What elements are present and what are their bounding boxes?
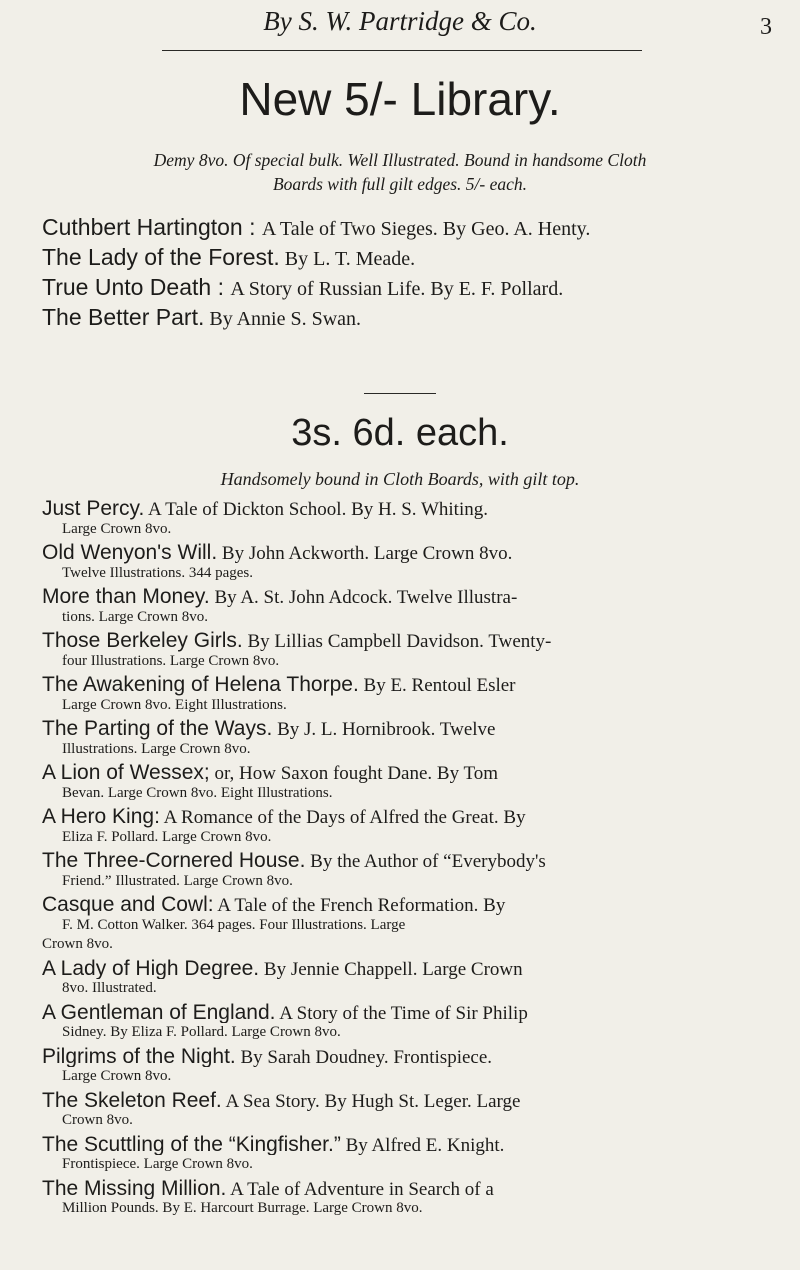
entry-continuation: 8vo. Illustrated.	[62, 980, 157, 996]
entry-continuation: Large Crown 8vo.	[62, 1068, 172, 1084]
book-title: Old Wenyon's Will.	[42, 543, 218, 564]
entry-continuation: Crown 8vo.	[42, 936, 113, 952]
library-book	[42, 303, 772, 333]
book-details: By Lillias Campbell Davidson. Twenty-	[242, 631, 552, 652]
book-entry-list	[42, 499, 767, 1223]
book-entry	[42, 763, 767, 803]
entry-first-line	[42, 1179, 767, 1200]
book-title: Cuthbert Hartington :	[42, 214, 262, 240]
book-details: By Jennie Chappell. Large Crown	[259, 958, 523, 979]
book-title: A Lion of Wessex;	[42, 763, 210, 784]
entry-continuation: F. M. Cotton Walker. 364 pages. Four Illustrations. Large	[62, 916, 406, 933]
book-details: or, How Saxon fought Dane. By Tom	[209, 763, 499, 784]
book-entry	[42, 1135, 767, 1175]
book-entry	[42, 543, 767, 583]
library-book	[42, 213, 772, 243]
entry-continuation: Eliza F. Pollard. Large Crown 8vo.	[62, 828, 272, 845]
library-description	[38, 148, 762, 196]
entry-continuation: Illustrations. Large Crown 8vo.	[62, 740, 251, 757]
book-title: The Parting of the Ways.	[42, 719, 273, 740]
book-title: The Awakening of Helena Thorpe.	[42, 675, 359, 696]
entry-first-line	[42, 959, 767, 980]
library-description-line: Boards with full gilt edges. 5/- each.	[272, 174, 528, 194]
book-details: By John Ackworth. Large Crown 8vo.	[217, 543, 513, 564]
book-entry	[42, 587, 767, 627]
entry-first-line	[42, 631, 767, 652]
book-title: A Gentleman of England.	[42, 1002, 276, 1023]
page-number: 3	[760, 14, 772, 40]
book-title: Those Berkeley Girls.	[42, 631, 243, 652]
book-entry	[42, 499, 767, 539]
running-head: By S. W. Partridge & Co.	[263, 6, 537, 36]
book-details: A Romance of the Days of Alfred the Great. By	[159, 807, 526, 828]
book-title: True Unto Death :	[42, 274, 231, 300]
entry-continuation: Sidney. By Eliza F. Pollard. Large Crown 8vo.	[62, 1024, 341, 1040]
entry-first-line	[42, 1047, 767, 1068]
book-entry	[42, 807, 767, 847]
library-description-line: Demy 8vo. Of special bulk. Well Illustrated. Bound in handsome Cloth	[153, 150, 647, 170]
book-details: A Tale of Dickton School. By H. S. Whiting.	[144, 499, 488, 520]
entry-first-line	[42, 719, 767, 740]
entry-first-line	[42, 587, 767, 608]
book-title: Pilgrims of the Night.	[42, 1046, 236, 1067]
entry-first-line	[42, 1135, 767, 1156]
entry-continuation: Crown 8vo.	[62, 1112, 133, 1128]
book-details: A Tale of the French Reformation. By	[213, 895, 506, 916]
book-entry	[42, 851, 767, 891]
book-details: A Story of Russian Life. By E. F. Pollard.	[230, 278, 564, 300]
entry-continuation: Frontispiece. Large Crown 8vo.	[62, 1156, 253, 1172]
book-details: By L. T. Meade.	[279, 248, 416, 270]
book-details: By Sarah Doudney. Frontispiece.	[235, 1046, 493, 1067]
section-divider	[364, 393, 436, 394]
entry-first-line	[42, 675, 767, 696]
price-section-subtitle: Handsomely bound in Cloth Boards, with gilt top.	[220, 469, 580, 489]
book-details: By Annie S. Swan.	[204, 308, 362, 330]
book-entry	[42, 675, 767, 715]
book-title: Casque and Cowl:	[42, 895, 214, 916]
entry-continuation: Million Pounds. By E. Harcourt Burrage. Large Crown 8vo.	[62, 1200, 423, 1216]
book-entry	[42, 719, 767, 759]
header-rule	[162, 50, 642, 51]
book-details: By A. St. John Adcock. Twelve Illustra-	[209, 587, 518, 608]
book-details: A Story of the Time of Sir Philip	[275, 1002, 528, 1023]
entry-continuation: Bevan. Large Crown 8vo. Eight Illustrations.	[62, 784, 333, 801]
book-details: By E. Rentoul Esler	[358, 675, 516, 696]
book-title: The Lady of the Forest.	[42, 244, 280, 270]
library-book	[42, 243, 772, 273]
book-details: A Sea Story. By Hugh St. Leger. Large	[221, 1090, 521, 1111]
book-entry	[42, 895, 767, 955]
entry-first-line	[42, 499, 767, 520]
book-title: The Scuttling of the “Kingfisher.”	[42, 1134, 341, 1155]
book-title: Just Percy.	[42, 499, 145, 520]
library-book-list	[42, 213, 772, 333]
entry-first-line	[42, 543, 767, 564]
book-title: The Three-Cornered House.	[42, 851, 306, 872]
book-title: The Missing Million.	[42, 1178, 227, 1199]
book-title: A Hero King:	[42, 807, 160, 828]
entry-first-line	[42, 1003, 767, 1024]
entry-first-line	[42, 1091, 767, 1112]
book-details: By Alfred E. Knight.	[340, 1134, 505, 1155]
entry-continuation: four Illustrations. Large Crown 8vo.	[62, 652, 280, 669]
entry-continuation: Friend.” Illustrated. Large Crown 8vo.	[62, 872, 293, 889]
entry-first-line	[42, 851, 767, 872]
library-title: New 5/- Library.	[239, 73, 561, 125]
entry-first-line	[42, 807, 767, 828]
entry-continuation: tions. Large Crown 8vo.	[62, 608, 208, 625]
entry-continuation: Large Crown 8vo.	[62, 520, 172, 537]
book-details: A Tale of Adventure in Search of a	[226, 1178, 494, 1199]
book-details: By J. L. Hornibrook. Twelve	[272, 719, 496, 740]
library-book	[42, 273, 772, 303]
book-entry	[42, 1047, 767, 1087]
book-entry	[42, 1091, 767, 1131]
book-entry	[42, 959, 767, 999]
entry-continuation: Twelve Illustrations. 344 pages.	[62, 564, 253, 581]
book-title: More than Money.	[42, 587, 210, 608]
entry-first-line	[42, 895, 767, 916]
price-section-title: 3s. 6d. each.	[291, 412, 509, 454]
book-entry	[42, 1003, 767, 1043]
book-details: A Tale of Two Sieges. By Geo. A. Henty.	[261, 218, 591, 240]
book-details: By the Author of “Everybody's	[305, 851, 546, 872]
book-title: The Skeleton Reef.	[42, 1090, 222, 1111]
book-title: The Better Part.	[42, 304, 205, 330]
entry-continuation: Large Crown 8vo. Eight Illustrations.	[62, 696, 287, 713]
book-title: A Lady of High Degree.	[42, 958, 260, 979]
book-entry	[42, 631, 767, 671]
book-entry	[42, 1179, 767, 1219]
entry-first-line	[42, 763, 767, 784]
